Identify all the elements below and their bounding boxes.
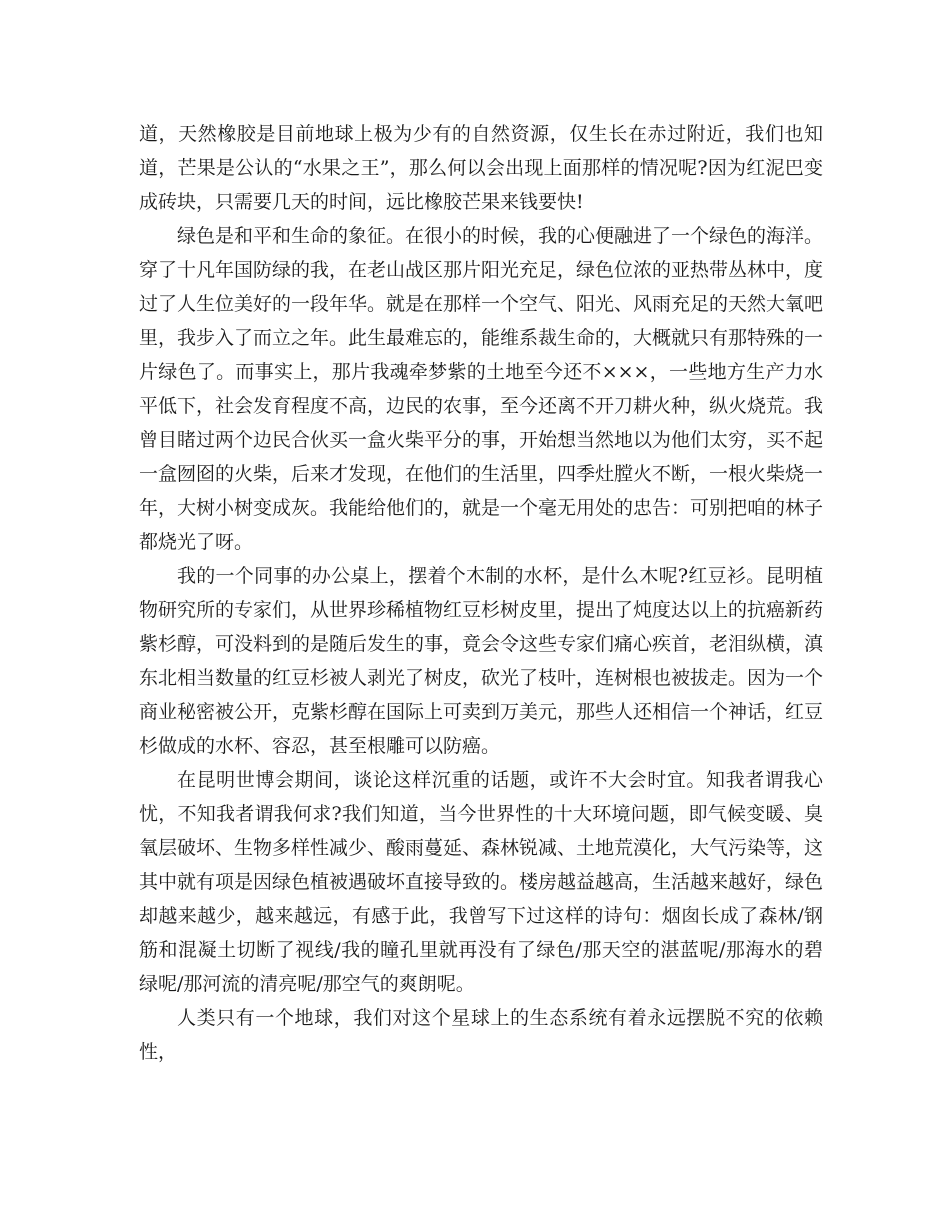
paragraph-4: 在昆明世博会期间，谈论这样沉重的话题，或许不大会时宜。知我者谓我心忧，不知我者谓我何求?我们知道，当今世界性的十大环境问题，即气候变暖、臭氧层破坏、生物多样性减少、酸雨蔓延、森林锐减、土地荒漠化，大气污染等，这其中就有项是因绿色植被遇破坏直接导致的。楼房越益越高，生活越来越好，绿色却越来越少，越来越远，有感于此，我曾写下过这样的诗句：烟囱长成了森林/钢筋和混凝土切断了视线/我的瞳孔里就再没有了绿色/那天空的湛蓝呢/那海水的碧绿呢/那河流的清亮呢/那空气的爽朗呢。 [139,769,824,995]
paragraph-3: 我的一个同事的办公桌上，摆着个木制的水杯，是什么木呢?红豆衫。昆明植物研究所的专家们，从世界珍稀植物红豆杉树皮里，提出了炖度达以上的抗癌新药紫杉醇，可没料到的是随后发生的事，竟会令这些专家们痛心疾首，老泪纵横，滇东北相当数量的红豆杉被人剥光了树皮，砍光了枝叶，连树根也被拔走。因为一个商业秘密被公开，克紫杉醇在国际上可卖到万美元，那些人还相信一个神话，红豆杉做成的水杯、容忍，甚至根雕可以防癌。 [139,565,824,757]
paragraph-1: 道，天然橡胶是目前地球上极为少有的自然资源，仅生长在赤过附近，我们也知道，芒果是公认的“水果之王”，那么何以会出现上面那样的情况呢?因为红泥巴变成砖块，只需要几天的时间，远比橡胶芒果来钱要快! [139,123,823,213]
paragraph-5: 人类只有一个地球，我们对这个星球上的生态系统有着永远摆脱不究的依赖性， [139,1007,823,1063]
paragraph-2: 绿色是和平和生命的象征。在很小的时候，我的心便融进了一个绿色的海洋。穿了十凡年国防绿的我，在老山战区那片阳光充足，绿色位浓的亚热带丛林中，度过了人生位美好的一段年华。就是在那样一个空气、阳光、风雨充足的天然大氧吧里，我步入了而立之年。此生最难忘的，能维系裁生命的，大概就只有那特殊的一片绿色了。而事实上，那片我魂牵梦紫的土地至今还不×××，一些地方生产力水平低下，社会发育程度不高，边民的农事，至今还离不开刀耕火种，纵火烧荒。我曾目睹过两个边民合伙买一盒火柴平分的事，开始想当然地以为他们太穷，买不起一盒囫囵的火柴，后来才发现，在他们的生活里，四季灶膛火不断，一根火柴烧一年，大树小树变成灰。我能给他们的，就是一个毫无用处的忠告：可别把咱的林子都烧光了呀。 [139,225,824,553]
document-body [139,117,823,1069]
